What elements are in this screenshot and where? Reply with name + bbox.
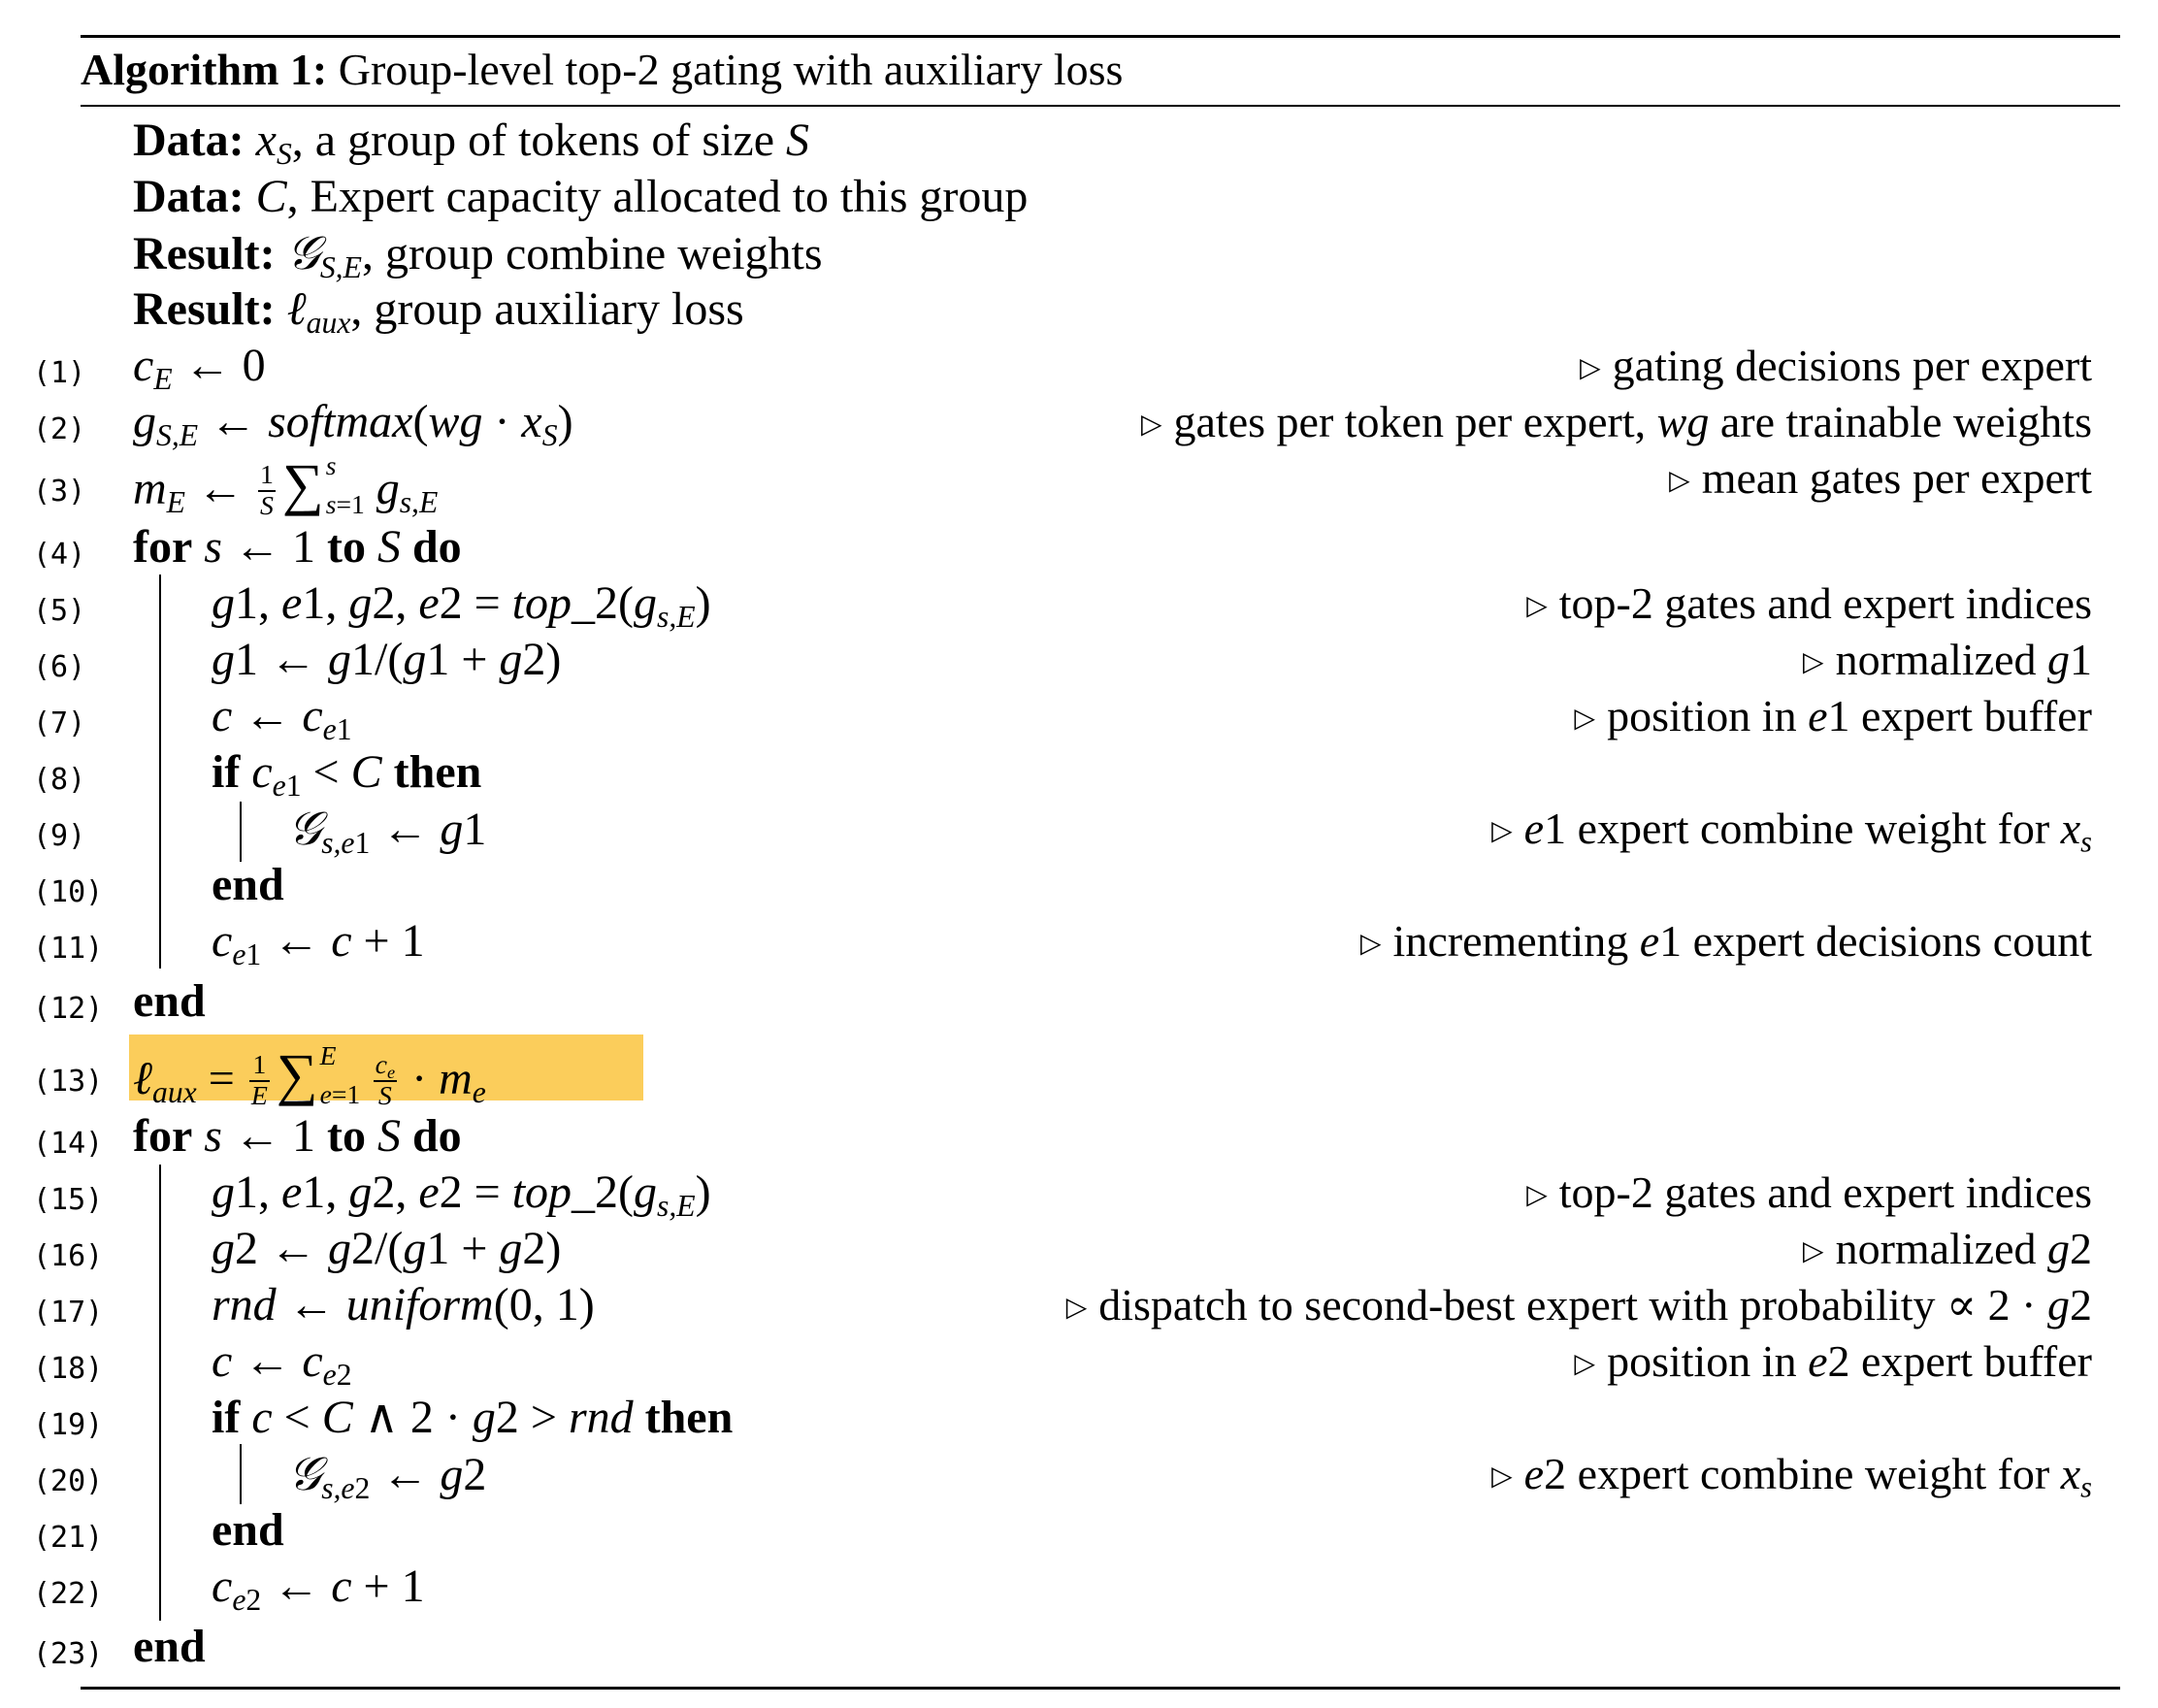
algo-line-15: (15) g1, e1, g2, $e2 = top\_2(g_{s,E})$ ▷ top-2 gates and expert indices (33, 1166, 2092, 1223)
algo-line-1: (1) $c_E$ ← 0 ▷ gating decisions per expert (33, 340, 2092, 396)
comment-triangle-icon: ▷ (1803, 1234, 1824, 1266)
algo-line-12: (12) end (33, 975, 206, 1027)
algo-line-8: (8) if $c_{e1} < C$ then (33, 746, 482, 803)
algo-line-18: (18) c ← $c_{e2}$ ▷ position in e2 expert buffer (33, 1335, 2092, 1392)
algorithm-title: Algorithm 1: Group-level top-2 gating with auxiliary loss (81, 45, 1124, 94)
comment-triangle-icon: ▷ (1803, 645, 1824, 677)
algo-line-5: (5) g1, e1, g2, $e2 = top\_2(g_{s,E})$ ▷ top-2 gates and expert indices (33, 577, 2092, 634)
algo-line-4: (4) for s ← 1 to S do (33, 521, 462, 573)
algo-line-21: (21) end (33, 1504, 284, 1556)
algo-line-13: (13) ℓ$_{aux}$ = $\frac{1}{E}$ ∑ E e=1 $\frac{c_e}{S}$ · $m_e$ (33, 1040, 486, 1111)
title-rule (81, 105, 2120, 107)
algo-line-9: (9) 𝒢$_{s,e1}$ ← g1 ▷ e1 expert combine weight for $x_s$ (33, 802, 2092, 860)
algo-line-23: (23) end (33, 1621, 206, 1672)
comment-triangle-icon: ▷ (1580, 351, 1601, 383)
algo-line-2: (2) $g_{S,E}$ ← softmax(wg · $x_S$) ▷ gates per token per expert, wg are trainable weights (33, 396, 2092, 452)
algo-line-22: (22) $c_{e2}$ ← c + 1 (33, 1560, 425, 1617)
top-rule (81, 35, 2120, 38)
header-data-1: Data: $x_S$, a group of tokens of size S (133, 115, 809, 171)
header-result-2: Result: ℓ$_{aux}$, group auxiliary loss (133, 283, 744, 340)
algo-line-20: (20) 𝒢$_{s,e2}$ ← g2 ▷ e2 expert combine weight for $x_s$ (33, 1447, 2092, 1505)
algo-line-17: (17) rnd ← uniform(0, 1) ▷ dispatch to second-best expert with probability ∝ 2 · g2 (33, 1279, 2092, 1330)
header-result-1: Result: 𝒢$_{S,E}$, group combine weights (133, 226, 823, 284)
comment-triangle-icon: ▷ (1140, 408, 1162, 440)
algo-line-11: (11) $c_{e1}$ ← c + 1 ▷ incrementing e1 expert decisions count (33, 915, 2092, 971)
comment-triangle-icon: ▷ (1360, 927, 1382, 959)
comment-triangle-icon: ▷ (1526, 1178, 1548, 1210)
comment-triangle-icon: ▷ (1526, 589, 1548, 621)
algo-line-7: (7) c ← $c_{e1}$ ▷ position in e1 expert buffer (33, 690, 2092, 746)
bottom-rule (81, 1687, 2120, 1690)
comment-triangle-icon: ▷ (1065, 1291, 1088, 1323)
algo-line-16: (16) g2 ← g2/(g1 + g2) ▷ normalized g2 (33, 1223, 2092, 1274)
algo-line-6: (6) g1 ← g1/(g1 + g2) ▷ normalized g1 (33, 634, 2092, 685)
comment-triangle-icon: ▷ (1669, 464, 1690, 496)
header-data-2: Data: C, Expert capacity allocated to this group (133, 171, 1029, 222)
algo-line-3: (3) $m_E$ ← $\frac{1}{S}$ ∑ s s=1 $g_{s,E}$ ▷ mean gates per expert (33, 450, 2092, 521)
algo-line-19: (19) if c < C ∧ 2 · g2 > rnd then (33, 1392, 734, 1443)
comment-triangle-icon: ▷ (1574, 1347, 1596, 1379)
comment-triangle-icon: ▷ (1574, 702, 1596, 734)
algo-line-14: (14) for s ← 1 to S do (33, 1110, 462, 1162)
algo-line-10: (10) end (33, 859, 284, 910)
comment-triangle-icon: ▷ (1491, 814, 1513, 846)
comment-triangle-icon: ▷ (1491, 1460, 1513, 1492)
